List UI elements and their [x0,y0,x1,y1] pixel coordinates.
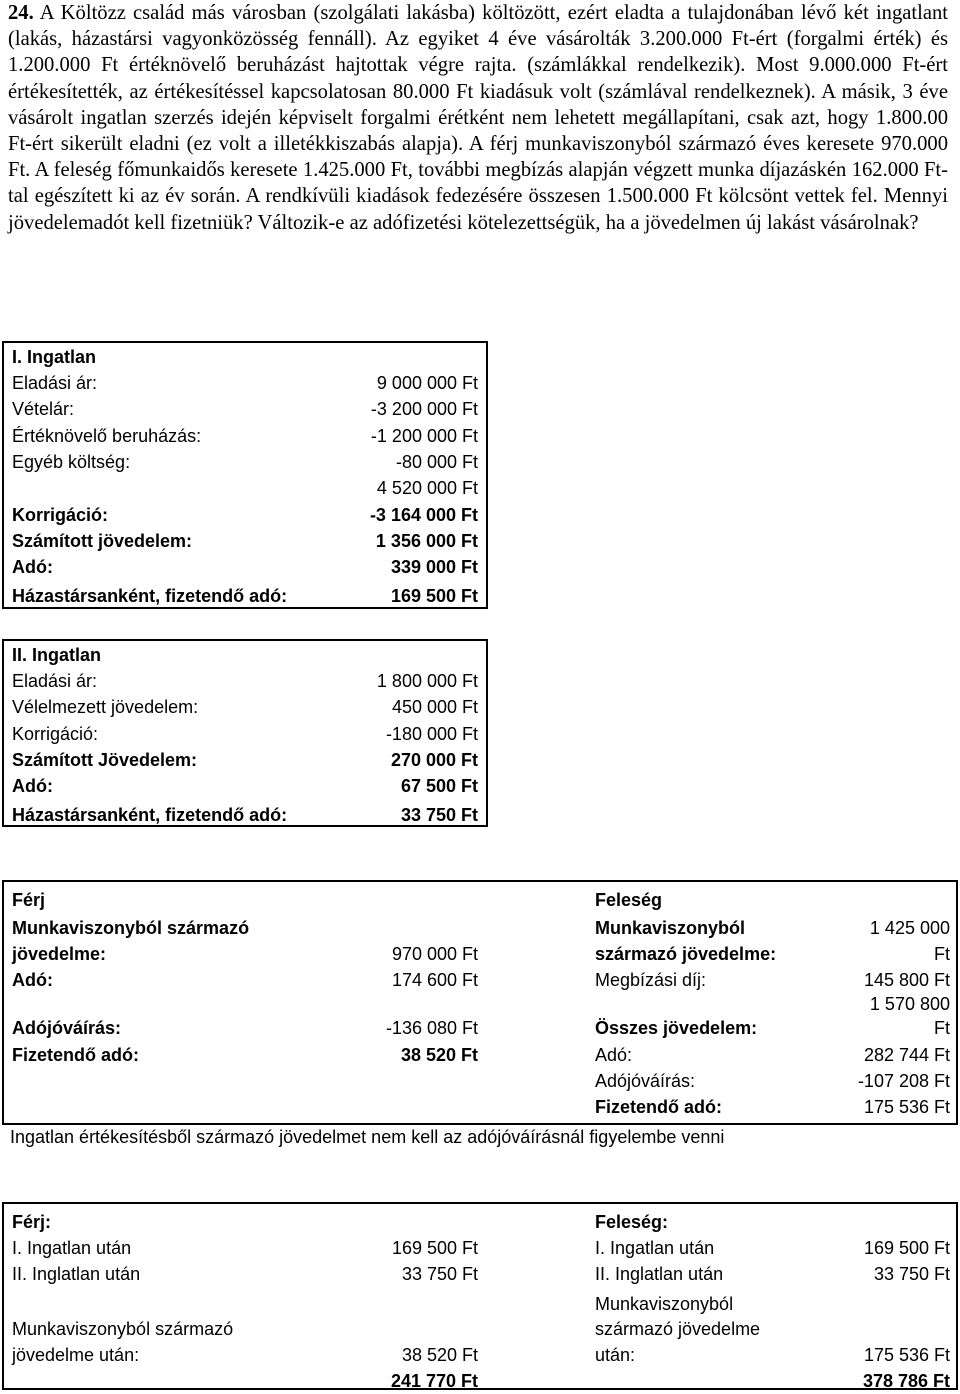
ingatlan-2-row-label: Házastársanként, fizetendő adó: [12,804,288,825]
ingatlan-1-row [4,475,486,501]
ingatlan-1-row [4,396,486,422]
ingatlan-2-table [2,639,488,827]
ingatlan-1-row [4,370,486,396]
wife-credit-label: Adójóváírás: [595,1071,696,1091]
summary-wife-employment-label-3: után: [595,1345,636,1365]
husband-tax-value: 174 600 Ft [391,970,478,990]
ingatlan-2-row-label: Eladási ár: [12,671,98,691]
ingatlan-1-row-value: 9 000 000 Ft [376,373,478,393]
ingatlan-2-row [4,747,486,773]
wife-credit-value: -107 208 Ft [857,1071,950,1091]
problem-text [8,0,948,236]
wife-employment-label: Munkaviszonyból [595,918,746,938]
ingatlan-1-row-value: 1 356 000 Ft [375,530,478,551]
wife-title: Feleség [595,890,663,910]
wife-employment-value-unit: Ft [934,944,950,964]
wife-payable-label: Fizetendő adó: [595,1097,722,1117]
wife-commission-label: Megbízási díj: [595,970,707,990]
ingatlan-2-row [4,721,486,747]
ingatlan-1-row-value: 339 000 Ft [390,557,478,578]
ingatlan-1-row [4,583,486,609]
ingatlan-1-row [4,502,486,528]
wife-total-label: Összes jövedelem: [595,1018,758,1038]
ingatlan-1-row [4,423,486,449]
summary-wife-employment-label-2: származó jövedelme [595,1319,761,1339]
ingatlan-1-row-value: -3 200 000 Ft [370,399,478,420]
note-text: Ingatlan értékesítésből származó jövedelmet nem kell az adójóváírásnál figyelembe venni [10,1127,725,1147]
husband-credit-label: Adójóváírás: [12,1018,122,1038]
ingatlan-1-row-label: Adó: [12,557,53,578]
summary-husband-ii-value: 33 750 Ft [401,1264,478,1284]
ingatlan-1-title: I. Ingatlan [12,347,97,367]
wife-total-value-unit: Ft [934,1018,950,1038]
summary-husband-i-label: I. Ingatlan után [12,1238,132,1258]
summary-wife-total: 378 786 Ft [862,1371,950,1391]
ingatlan-2-row [4,802,486,828]
ingatlan-1-row-value: 169 500 Ft [390,586,478,607]
ingatlan-1-row-label: Korrigáció: [12,504,109,525]
summary-husband-ii-label: II. Inglatlan után [12,1264,141,1284]
summary-wife-ii-label: II. Inglatlan után [595,1264,724,1284]
income-table [2,880,958,1125]
ingatlan-2-row-value: -180 000 Ft [385,723,478,744]
summary-wife-title: Feleség: [595,1212,669,1232]
ingatlan-2-title: II. Ingatlan [12,645,102,665]
wife-commission-value: 145 800 Ft [863,970,950,990]
husband-credit-value: -136 080 Ft [385,1018,478,1038]
ingatlan-1-row-value: -1 200 000 Ft [370,425,478,446]
husband-employment-label: Munkaviszonyból származó [12,918,250,938]
ingatlan-1-table [2,341,488,609]
wife-payable-value: 175 536 Ft [863,1097,950,1117]
summary-wife-ii-value: 33 750 Ft [873,1264,950,1284]
ingatlan-1-row [4,449,486,475]
ingatlan-2-row-value: 1 800 000 Ft [376,671,478,691]
husband-employment-label-2: jövedelme: [12,944,107,964]
ingatlan-1-row-value: -3 164 000 Ft [369,504,478,525]
summary-husband-total: 241 770 Ft [390,1371,478,1391]
ingatlan-2-row [4,694,486,720]
summary-husband-employment-label: Munkaviszonyból származó [12,1319,234,1339]
husband-payable-label: Fizetendő adó: [12,1045,139,1065]
ingatlan-2-row-value: 67 500 Ft [400,776,478,797]
ingatlan-2-row-value: 450 000 Ft [391,697,478,718]
ingatlan-2-row [4,668,486,694]
husband-title: Férj [12,890,46,910]
summary-wife-employment-value: 175 536 Ft [863,1345,950,1365]
ingatlan-1-row-label: Vételár: [12,399,75,420]
husband-employment-value: 970 000 Ft [391,944,478,964]
ingatlan-1-row [4,554,486,580]
ingatlan-2-row [4,773,486,799]
ingatlan-2-row-value: 33 750 Ft [400,804,478,825]
husband-payable-value: 38 520 Ft [400,1045,478,1065]
ingatlan-2-row-label: Korrigáció: [12,723,99,744]
wife-tax-label: Adó: [595,1045,633,1065]
ingatlan-2-row-label: Vélelmezett jövedelem: [12,697,199,718]
summary-husband-employment-value: 38 520 Ft [401,1345,478,1365]
wife-employment-label-2: származó jövedelme: [595,944,777,964]
summary-wife-employment-label: Munkaviszonyból [595,1294,734,1314]
summary-husband-i-value: 169 500 Ft [391,1238,478,1258]
wife-tax-value: 282 744 Ft [863,1045,950,1065]
husband-tax-label: Adó: [12,970,53,990]
summary-husband-title: Férj: [12,1212,52,1232]
ingatlan-1-row [4,528,486,554]
wife-total-value: 1 570 800 [869,994,950,1014]
ingatlan-1-row-label: Egyéb költség: [12,451,131,472]
summary-table [2,1202,958,1390]
ingatlan-1-row-label: Eladási ár: [12,373,98,393]
ingatlan-2-row-label: Számított Jövedelem: [12,749,198,770]
problem-number: 24. [8,2,34,24]
summary-wife-i-label: I. Ingatlan után [595,1238,715,1258]
ingatlan-1-row-value: 4 520 000 Ft [376,478,478,499]
ingatlan-2-row-value: 270 000 Ft [390,749,478,770]
ingatlan-2-row-label: Adó: [12,776,53,797]
problem-body: A Költözz család más városban (szolgálati lakásba) költözött, ezért eladta a tulajdonában lévő két ingatlant (lakás, házastársi vagyonközösség fennáll). Az egyiket 4 éve vásárolták 3.200.000 Ft-ért (forgalmi érték) és 1.200.000 Ft értéknövelő beruházást hajtottak végre rajta. (számlákkal rendelkezik). Most 9.000.000 Ft-ért értékesítették, az értékesítéssel kapcsolatosan 80.000 Ft kiadásuk volt (számlával rendelkeznek). A másik, 3 éve vásárolt ingatlan szerzés idején képviselt forgalmi érétként nem lehetett megállapítani, csak azt, hogy 1.800.00 Ft-ért sikerült eladni (ez volt a illetékkiszabás alapja). A férj munkaviszonyból származó éves keresete 970.000 Ft. A feleség főmunkaidős keresete 1.425.000 Ft, további megbízás alapján végzett munka díjazáskén 162.000 Ft-tal egészített ki az év során. A rendkívüli kiadások fedezésére összesen 1.500.000 Ft kölcsönt vettek fel. Mennyi jövedelemadót kell fizetniük? Változik-e az adófizetési kötelezettségük, ha a jövedelmen új lakást vásárolnak? [8,2,949,234]
wife-employment-value: 1 425 000 [869,918,950,938]
summary-husband-employment-label-2: jövedelme után: [12,1345,140,1365]
ingatlan-1-row-label: Házastársanként, fizetendő adó: [12,586,288,607]
summary-wife-i-value: 169 500 Ft [863,1238,950,1258]
ingatlan-1-row-label: Értéknövelő beruházás: [12,425,202,446]
ingatlan-1-row-label: Számított jövedelem: [12,530,193,551]
ingatlan-1-row-value: -80 000 Ft [395,451,478,472]
